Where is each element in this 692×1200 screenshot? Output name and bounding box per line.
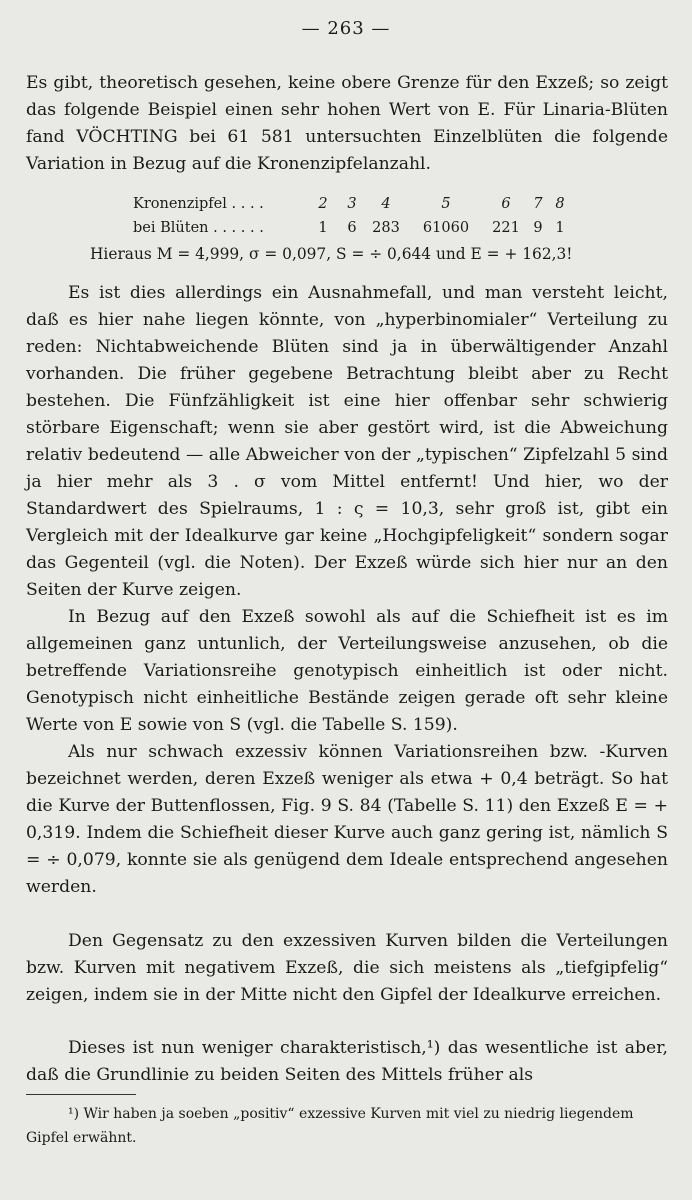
table-cell: 4	[381, 196, 391, 212]
table-cell: 3	[347, 196, 357, 212]
table-cell: 1	[318, 220, 328, 236]
paragraph-6: Dieses ist nun weniger charakteristisch,¹) das wesentliche ist aber, daß die Grundlinie zu beiden Seiten des Mittels früher als	[26, 1038, 668, 1085]
footnote: ¹) Wir haben ja soeben „positiv“ exzessive Kurven mit viel zu niedrig liegendem Gipfel erwähnt.	[26, 1106, 634, 1146]
table-cell: 1	[555, 220, 565, 236]
table-cell: 8	[555, 196, 565, 212]
table-cell: 61060	[422, 220, 470, 236]
table-label-kronenzipfel: Kronenzipfel . . . .	[133, 196, 264, 212]
table-cell: 283	[372, 220, 400, 236]
paragraph-5: Den Gegensatz zu den exzessiven Kurven bilden die Verteilungen bzw. Kurven mit negativem Exzeß, die sich meistens als „tiefgipfelig“ zeigen, indem sie in der Mitte nicht den Gipfel der Idealkurve erreichen.	[26, 931, 668, 1005]
table-cell: 6	[501, 196, 511, 212]
table-cell: 6	[347, 220, 357, 236]
table-cell: 2	[318, 196, 328, 212]
table-cell: 5	[441, 196, 451, 212]
table-cell: 7	[533, 196, 543, 212]
paragraph-2: Es ist dies allerdings ein Ausnahmefall, und man versteht leicht, daß es hier nahe liegen könnte, von „hyperbinomialer“ Verteilung zu reden: Nichtabweichende Blüten sind ja in überwältigender Anzahl vorhanden. Die früher gegebene Betrachtung bleibt aber zu Recht bestehen. Die Fünfzähligkeit ist eine hier offenbar sehr schwierig störbare Eigenschaft; wenn sie aber gestört wird, ist die Abweichung relativ bedeutend — alle Abweicher von der „typischen“ Zipfelzahl 5 sind ja hier mehr als 3 . σ vom Mittel entfernt! Und hier, wo der Standardwert des Spielraums, 1 : ς = 10,3, sehr groß ist, gibt ein Vergleich mit der Idealkurve gar keine „Hochgipfeligkeit“ sondern sogar das Gegenteil (vgl. die Noten). Der Exzeß würde sich hier nur an den Seiten der Kurve zeigen.	[26, 283, 668, 600]
paragraph-4: Als nur schwach exzessiv können Variationsreihen bzw. -Kurven bezeichnet werden, deren Exzeß weniger als etwa + 0,4 beträgt. So hat die Kurve der Buttenflossen, Fig. 9 S. 84 (Tabelle S. 11) den Exzeß E = + 0,319. Indem die Schiefheit dieser Kurve auch ganz gering ist, nämlich S = ÷ 0,079, konnte sie als genügend dem Ideale entsprechend angesehen werden.	[26, 742, 668, 897]
table-cell: 221	[492, 220, 520, 236]
paragraph-1: Es gibt, theoretisch gesehen, keine obere Grenze für den Exzeß; so zeigt das folgende Beispiel einen sehr hohen Wert von E. Für Linaria-Blüten fand VÖCHTING bei 61 581 untersuchten Einzelblüten die folgende Variation in Bezug auf die Kronenzipfelanzahl.	[26, 73, 668, 174]
table-label-blueten: bei Blüten . . . . . .	[133, 220, 264, 236]
table-cell: 9	[533, 220, 543, 236]
summary-line: Hieraus M = 4,999, σ = 0,097, S = ÷ 0,644 und E = + 162,3!	[90, 245, 573, 263]
page-number: — 263 —	[301, 18, 391, 39]
paragraph-3: In Bezug auf den Exzeß sowohl als auf die Schiefheit ist es im allgemeinen ganz untunlich, der Verteilungsweise anzusehen, ob die betreffende Variationsreihe genotypisch einheitlich ist oder nicht. Genotypisch nicht einheitliche Bestände zeigen gerade oft sehr kleine Werte von E sowie von S (vgl. die Tabelle S. 159).	[26, 607, 668, 735]
footnote-divider	[26, 1094, 136, 1095]
